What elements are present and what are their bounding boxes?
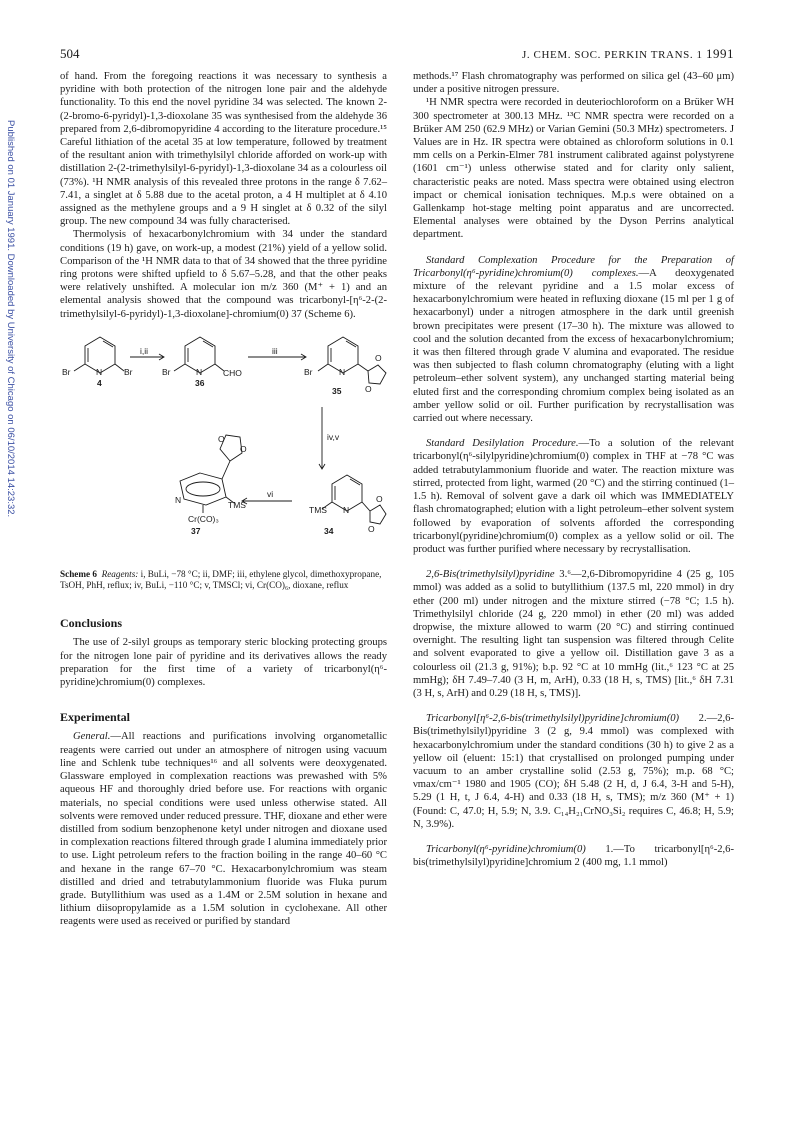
running-head	[522, 46, 734, 62]
desilylation-text: —To a solution of the relevant tricarbonyl(η⁶-silylpyridine)chromium(0) complex in THF at −78 °C was added tetrabutylammonium fluoride and water. The reaction mixture was stirred, protected from light, warmed (20 °C) and the stirring continued (1–1.5 h). Removal of solvent gave a dark oil which was IMMEDIATELY flash chromatographed; elution with a light petroleum–ether solvent system followed by evaporation of solvents afforded the corresponding tricarbonyl(pyridine)chromium(0) complex as a yellow solid or oil. The product was further purified where necessary by recrystallisation.	[413, 438, 734, 555]
compound-3-title: 2,6-Bis(trimethylsilyl)pyridine	[426, 569, 555, 581]
caption-reagents-word: Reagents:	[101, 568, 139, 579]
conclusions-paragraph: The use of 2-silyl groups as temporary steric blocking protecting groups for the nitrogen lone pair of pyridine and its derivatives allows the ready preparation for the first time of a variety of tricarbonyl(η⁶-pyridine)chromium(0) complexes.	[60, 637, 387, 689]
compound-3-paragraph	[413, 568, 734, 700]
label-cr-37: Cr(CO)₃	[188, 513, 219, 524]
label-o2-34: O	[368, 523, 375, 534]
label-n-4: N	[96, 366, 103, 377]
desilylation-title: Standard Desilylation Procedure.	[426, 438, 579, 450]
compound-2-text: 2.—2,6-Bis(trimethylsilyl)pyridine 3 (2 g, 9.4 mmol) was complexed with hexacarbonylchromium under the standard conditions (30 h) to give 2 as a yellow oil (eluent: 15:1) that crystallised on prolonged pumping under vacuum to an amber crystalline solid (2.53 g, 75%); m.p. 68 °C; νmax/cm⁻¹ 1980 and 1905 (CO); δH 5.48 (2 H, d, J 6.4, 3-H and 5-H), 5.29 (1 H, t, J 6.4, 4-H) and 0.33 (18 H, s, TMS); m/z 360 (M⁺ + 1) (Found: C, 47.0; H, 5.9; N, 3.9. C₁₄H₂₁CrNO₃Si₂ requires C, 46.8; H, 5.9; N, 3.9%).	[413, 713, 734, 830]
left-paragraph-1: of hand. From the foregoing reactions it was necessary to synthesis a pyridine with both protection of the nitrogen lone pair and the aldehyde functionality. To this end the novel pyridine 34 was selected. The known 2-(2-bromo-6-pyridyl)-1,3-dioxolane 35 was synthesised from the aldehyde 36 prepared from 2,6-dibromopyridine 4 according to the literature procedure.¹⁵ Careful lithiation of the acetal 35 at low temperature, followed by treatment of the resultant anion with trimethylsilyl chloride afforded on work-up with distillation 2-(2-trimethylsilyl-6-pyridyl)-1,3-dioxolane 34 as a colourless oil (73%). ¹H NMR analysis of this revealed three protons in the range δ 7.62–7.41, a singlet at δ 5.88 due to the acetal proton, a 4 H multiplet at δ 4.10 assigned as the methylene groups and a 9 H singlet at δ 0.32 of the silyl group. The new compound 34 was fully characterised.	[60, 71, 387, 228]
journal-name: J. CHEM. SOC. PERKIN TRANS. 1	[521, 49, 703, 61]
right-column	[413, 70, 734, 869]
scheme-6-figure	[60, 327, 387, 565]
label-br-36: Br	[162, 366, 171, 377]
page-number: 504	[60, 46, 80, 61]
label-tms-37: TMS	[228, 499, 246, 510]
left-column	[60, 70, 387, 929]
label-n-36: N	[196, 366, 203, 377]
label-br-4: Br	[62, 366, 71, 377]
label-n-37: N	[175, 494, 182, 505]
download-notice-text[interactable]: Published on 01 January 1991. Downloaded by University of Chicago on 06/10/2014 14:23:32.	[5, 120, 16, 518]
caption-text: i, BuLi, −78 °C; ii, DMF; iii, ethylene glycol, dimethoxypropane, TsOH, PhH, reflux; iv, BuLi, −110 °C; v, TMSCl; vi, Cr(CO)₆, dioxane, reflux	[60, 568, 382, 591]
download-notice	[4, 120, 16, 1020]
general-text: —All reactions and purifications involving organometallic reagents were carried out under an atmosphere of nitrogen using vacuum line and Schlenk tube techniques¹⁶ and all solvents were deoxygenated. Glassware employed in complexation reactions was prewashed with 5% aqueous HF and thoroughly dried before use. For reactions with organic materials, no special conditions were used unless otherwise stated. All solvents were removed under reduced pressure. THF, dioxane and ether were distilled from sodium benzophenone ketyl under nitrogen and dioxane used in complexation reactions filtered through grade I alumina immediately prior to use. Light petroleum refers to the fraction boiling in the range 40–60 °C and hexane in the range 67–70 °C. Hexacarbonylchromium was steam distilled and dried and tetrabutylammonium fluoride was Fluka purum grade. Butyllithium was used as a 1.4M or 2.5M solution in hexane and lithium diisopropylamide as a 1.5M solution in cyclohexane. All other reagents were used as received or purified by standard	[60, 731, 387, 928]
journal-year: 1991	[706, 46, 734, 61]
label-tms-34: TMS	[309, 504, 327, 515]
reagent-vi: vi	[267, 488, 274, 499]
compound-36-number: 36	[195, 377, 205, 388]
desilylation-paragraph	[413, 437, 734, 556]
compound-4-number: 4	[97, 377, 102, 388]
complexation-title: Standard Complexation Procedure for the Preparation of Tricarbonyl(η⁶-pyridine)chromium(0) complexes.	[413, 254, 734, 279]
complexation-paragraph	[413, 254, 734, 426]
experimental-heading: Experimental	[60, 710, 130, 725]
complexation-text: —A deoxygenated mixture of the relevant pyridine and a 1.5 molar excess of hexacarbonylchromium were heated in refluxing dioxane (15 ml per 1 g of hexacarbonyl) under a nitrogen atmosphere in the dark until greenish brown precipitates were present (17–30 h). The mixture was allowed to cool and the solution decanted from the excess of hexacarbonylchromium; it was then filtered through grade V alumina and evaporated. The residue was then subjected to flash column chromatography (eluting with a light petroleum–ether solvent system), any unchanged starting material being eluted first and the corresponding chromium complex being isolated as an amber yellow solid or oil. Further purification by recrystallisation was carried out where necessary.	[413, 267, 734, 425]
compound-34-number: 34	[324, 525, 334, 536]
compound-2-paragraph	[413, 712, 734, 831]
label-o1-35: O	[375, 352, 382, 363]
compound-3-text: 3.⁶—2,6-Dibromopyridine 4 (25 g, 105 mmol) was added as a solid to butyllithium (137.5 ml, 220 mmol) in dry ether (200 ml) under nitrogen and the mixture stirred (−78 °C; 1.5 h). Trimethylsilyl chloride (24 g, 220 mmol) in ether (20 ml) was added dropwise, the mixture allowed to warm (20 °C) and stirring continued overnight. The resulting light tan suspension was filtered through Celite and solvent evaporated to give a yellow oil. Distillation gave 3 as a colourless oil (21.3 g, 91%); b.p. 92 °C at 10 mmHg (lit.,⁶ 123 °C at 25 mmHg); δH 7.49–7.40 (3 H, m, ArH), 0.33 (18 H, s, TMS) [lit.,⁶ δH 7.31 (3 H, s, ArH) and 0.29 (18 H, s, TMS)].	[413, 569, 734, 699]
caption-label: Scheme 6	[60, 568, 97, 579]
label-o2-37: O	[240, 443, 247, 454]
reagent-i-ii: i,ii	[140, 345, 149, 356]
compound-1-title: Tricarbonyl(η⁶-pyridine)chromium(0)	[426, 843, 586, 855]
label-br-35: Br	[304, 366, 313, 377]
label-cho-36: CHO	[223, 367, 242, 378]
compound-1-text: 1.—To tricarbonyl[η⁶-2,6-bis(trimethylsilyl)pyridine]chromium 2 (400 mg, 1.1 mmol)	[413, 843, 734, 869]
label-o1-34: O	[376, 493, 383, 504]
compound-35-number: 35	[332, 385, 342, 396]
label-n-34: N	[343, 504, 350, 515]
label-br2-4: Br	[124, 366, 133, 377]
compound-2-title: Tricarbonyl[η⁶-2,6-bis(trimethylsilyl)pyridine]chromium(0)	[426, 713, 680, 725]
compound-37-number: 37	[191, 525, 201, 536]
compound-1-paragraph	[413, 843, 734, 869]
scheme-6-caption	[60, 569, 387, 591]
left-paragraph-2: Thermolysis of hexacarbonylchromium with 34 under the standard conditions (19 h) gave, on work-up, a modest (21%) yield of a yellow solid. Comparison of the ¹H NMR data to that of 34 showed that the three pyridine ring protons were shifted upfield to δ 5.67–5.28, and that the other peaks were relatively unshifted. A molecular ion m/z 360 (M⁺ + 1) and an elemental analysis showed that the compound was tricarbonyl-[η⁶-2-(2-trimethylsilyl-6-pyridyl)-1,3-dioxolane]-chromium(0) 37 (Scheme 6).	[60, 229, 387, 320]
label-n-35: N	[339, 366, 346, 377]
conclusions-heading: Conclusions	[60, 616, 123, 631]
label-o2-35: O	[365, 383, 372, 394]
right-paragraph-1: methods.¹⁷ Flash chromatography was performed on silica gel (43–60 μm) under a positive nitrogen pressure.	[413, 71, 734, 96]
general-paragraph	[60, 730, 387, 928]
reagent-iv-v: iv,v	[327, 431, 340, 442]
right-paragraph-2: ¹H NMR spectra were recorded in deuteriochloroform on a Brüker WH 300 spectrometer at 300.13 MHz. ¹³C NMR spectra were recorded on a Brüker AM 250 (62.9 MHz) or Varian Gemini (50.3 MHz) spectrometers. J Values are in Hz. IR spectra were obtained as chloroform solutions in 0.1 mm cells on a Perkin-Elmer 781 instrument calibrated against polystyrene (1601 cm⁻¹) unless otherwise stated and for clarity only salient, characteristic peaks are noted. Mass spectra were obtained using electron impact or chemical ionisation techniques. M.p.s were obtained on a Gallenkamp hot-stage melting point apparatus and are uncorrected. Elemental analyses were obtained by the Dyson Perrins analytical department.	[413, 97, 734, 241]
general-title: General.	[73, 731, 111, 743]
label-o1-37: O	[218, 433, 225, 444]
reagent-iii: iii	[272, 345, 278, 356]
